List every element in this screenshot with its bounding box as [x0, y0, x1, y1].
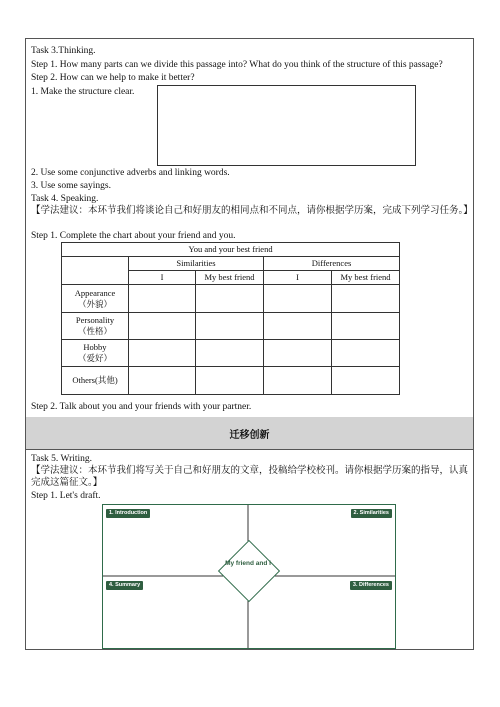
task3-item2: 2. Use some conjunctive adverbs and linking words.	[31, 168, 230, 178]
comparison-table	[61, 242, 400, 395]
task4-step2: Step 2. Talk about you and your friends with your partner.	[31, 402, 252, 412]
introduction-tag: 1. Introduction	[106, 509, 150, 518]
col-friend-different: My best friend	[332, 271, 400, 285]
task5-step1: Step 1. Let's draft.	[31, 491, 101, 501]
row-label-hobby: Hobby （爱好）	[62, 340, 129, 367]
answer-cell[interactable]	[196, 313, 264, 340]
answer-cell[interactable]	[264, 367, 332, 395]
col-i-different: I	[264, 271, 332, 285]
task3-step1: Step 1. How many parts can we divide this passage into? What do you think of the structure of this passage?	[31, 60, 443, 70]
task3-title: Task 3.Thinking.	[31, 46, 96, 56]
answer-cell[interactable]	[129, 285, 196, 313]
task3-step2: Step 2. How can we help to make it better?	[31, 73, 195, 83]
task4-step1: Step 1. Complete the chart about your friend and you.	[31, 231, 236, 241]
answer-cell[interactable]	[332, 367, 400, 395]
task5-title: Task 5. Writing.	[31, 454, 93, 464]
answer-cell[interactable]	[129, 340, 196, 367]
answer-cell[interactable]	[129, 313, 196, 340]
answer-cell[interactable]	[264, 340, 332, 367]
answer-cell[interactable]	[332, 285, 400, 313]
answer-cell[interactable]	[196, 367, 264, 395]
table-row	[62, 285, 400, 313]
answer-cell[interactable]	[196, 340, 264, 367]
task3-item3: 3. Use some sayings.	[31, 181, 111, 191]
table-row	[62, 367, 400, 395]
thinking-speaking-section	[26, 39, 473, 418]
answer-cell[interactable]	[264, 313, 332, 340]
task4-tip: 【学法建议：本环节我们将谈论自己和好朋友的相同点和不同点，请你根据学历案，完成下列学习任务。】	[31, 206, 473, 216]
similarities-header: Similarities	[129, 257, 264, 271]
draft-diagram	[102, 504, 396, 649]
answer-cell[interactable]	[332, 313, 400, 340]
section-banner: 迁移创新	[26, 417, 473, 450]
task4-title: Task 4. Speaking.	[31, 194, 99, 204]
answer-cell[interactable]	[129, 367, 196, 395]
answer-box[interactable]	[157, 85, 416, 166]
table-title: You and your best friend	[62, 243, 400, 257]
similarities-tag: 2. Similarities	[351, 509, 392, 518]
table-row	[62, 340, 400, 367]
answer-cell[interactable]	[264, 285, 332, 313]
differences-tag: 3. Differences	[350, 581, 392, 590]
col-i-similar: I	[129, 271, 196, 285]
answer-cell[interactable]	[196, 285, 264, 313]
worksheet-frame	[25, 38, 474, 650]
corner-cell	[62, 257, 129, 285]
summary-tag: 4. Summary	[106, 581, 143, 590]
row-label-personality: Personality （性格）	[62, 313, 129, 340]
row-label-appearance: Appearance （外貌）	[62, 285, 129, 313]
row-label-others: Others(其他)	[62, 367, 129, 395]
differences-header: Differences	[264, 257, 400, 271]
col-friend-similar: My best friend	[196, 271, 264, 285]
table-row	[62, 313, 400, 340]
answer-cell[interactable]	[332, 340, 400, 367]
task3-item1: 1. Make the structure clear.	[31, 87, 135, 97]
center-label: My friend and I	[225, 560, 271, 567]
task5-tip: 【学法建议：本环节我们将写关于自己和好朋友的文章，投稿给学校校刊。请你根据学历案的指导，认真完成这篇征文。】	[31, 466, 469, 488]
